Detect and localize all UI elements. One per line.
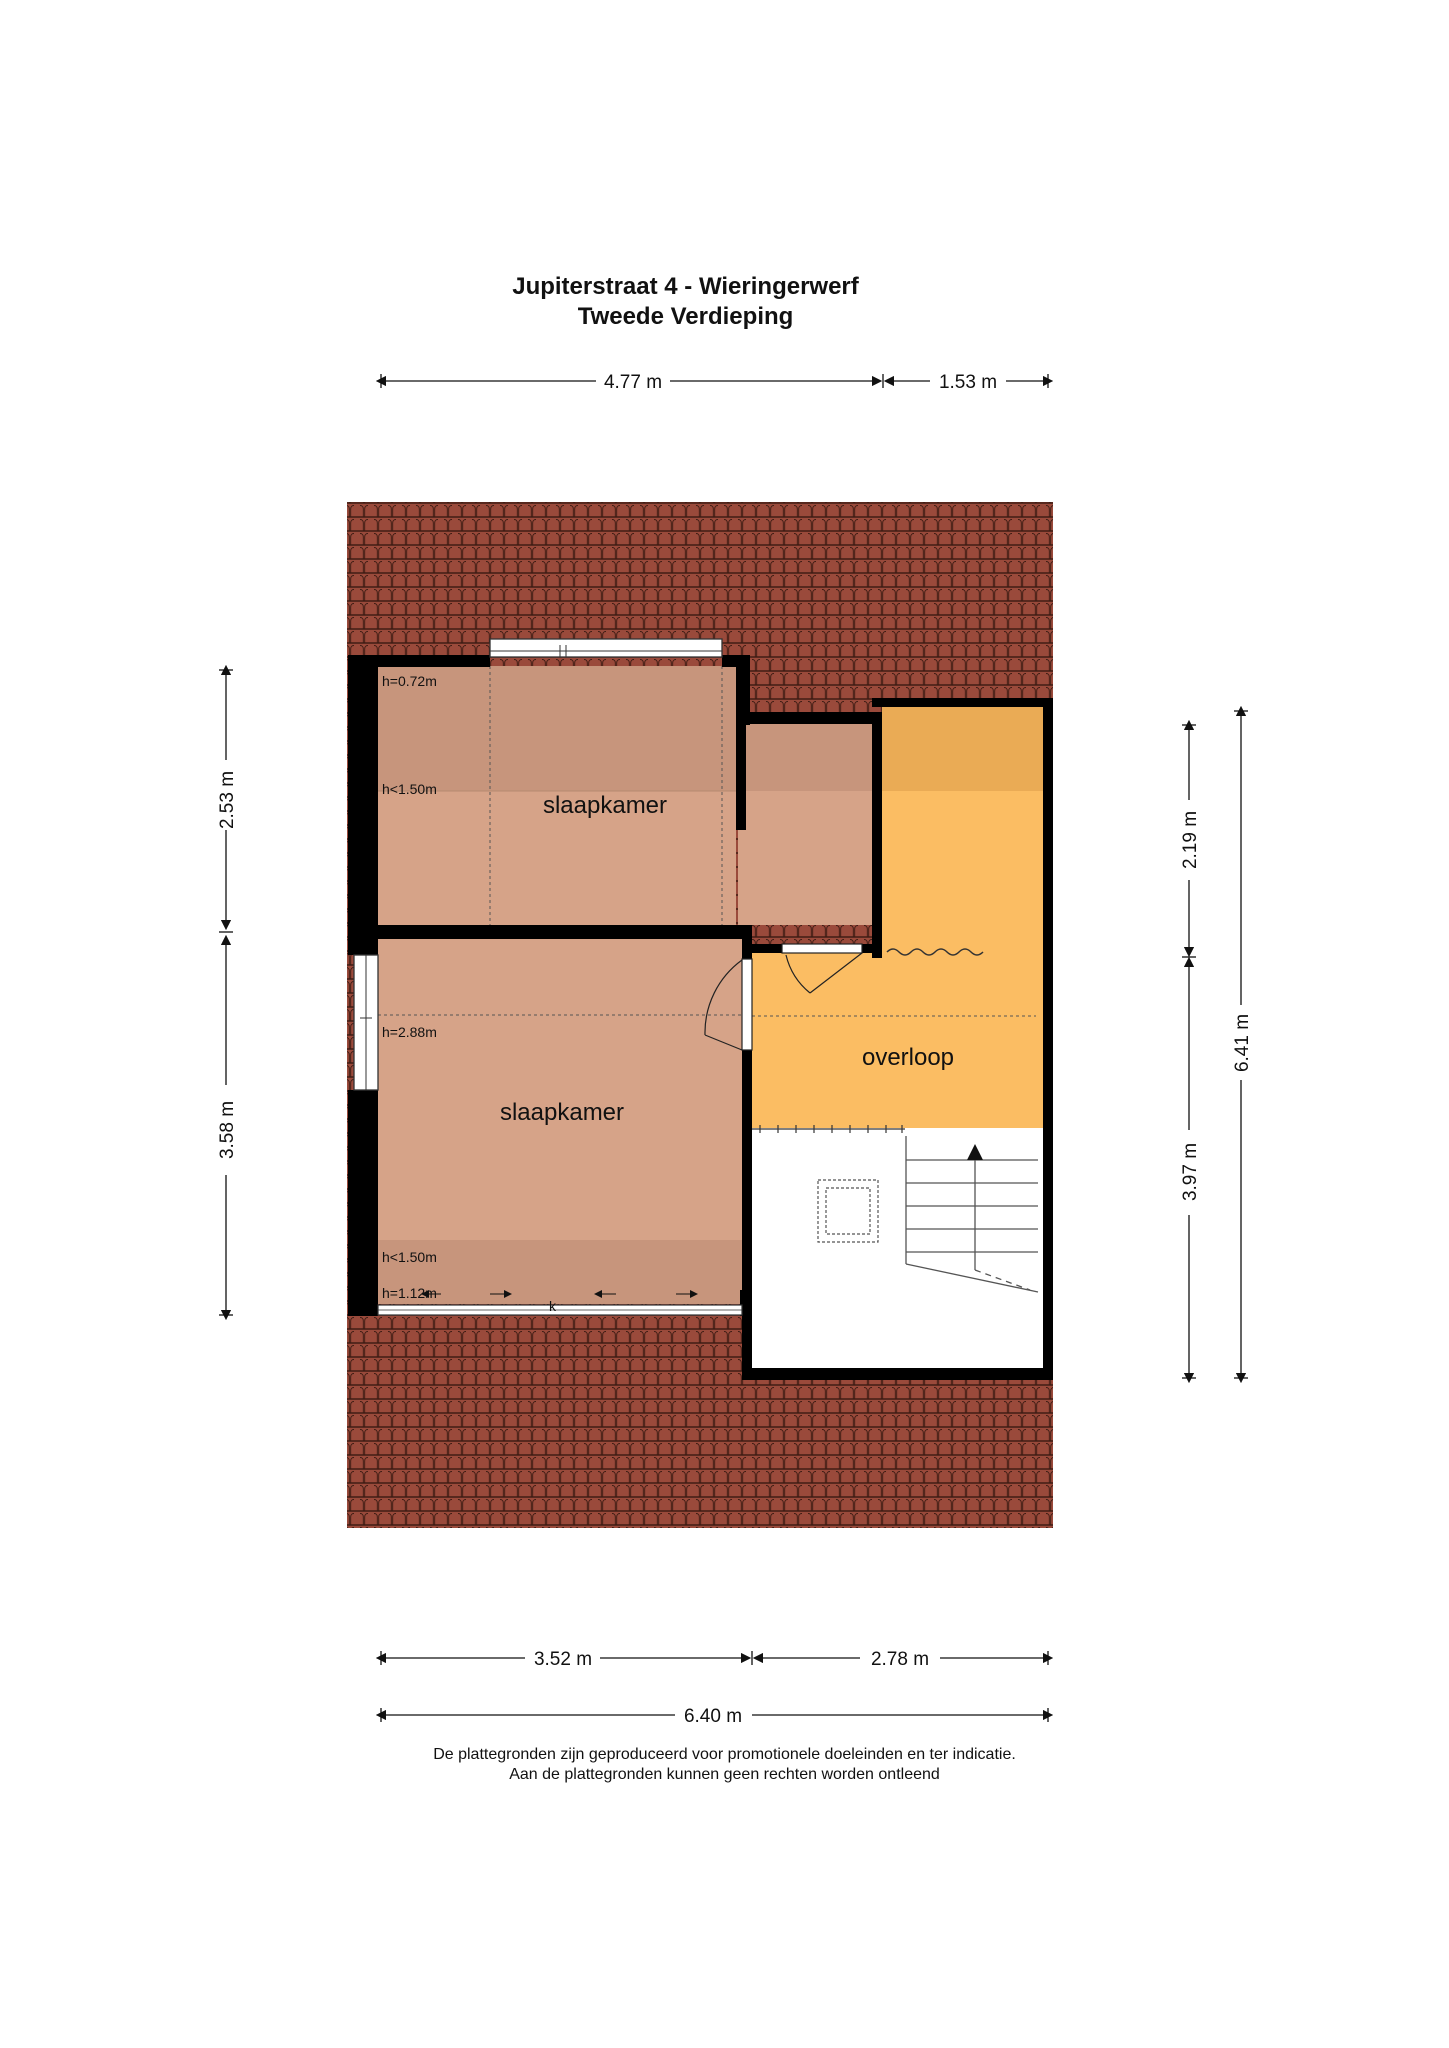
dim-label-right-lower: 3.97 m — [1180, 1142, 1201, 1202]
disclaimer-line-1: De plattegronden zijn geproduceerd voor promotionele doeleinden en ter indicatie. — [433, 1746, 1016, 1763]
landing-low-zone — [882, 703, 1046, 791]
dim-label-left-upper: 2.53 m — [217, 770, 238, 830]
height-label: h=1.12m — [382, 1285, 437, 1301]
dim-label-bottom-left: 3.52 m — [533, 1649, 593, 1670]
dimension-left — [219, 670, 233, 1315]
dim-label-top-left: 4.77 m — [603, 372, 663, 393]
room-label-upper-bedroom: slaapkamer — [542, 792, 668, 819]
height-label: h=2.88m — [382, 1024, 437, 1040]
height-label: h=0.72m — [382, 673, 437, 689]
marker-k: k — [549, 1298, 556, 1314]
height-label: h<1.50m — [382, 781, 437, 797]
disclaimer-line-2: Aan de plattegronden kunnen geen rechten worden ontleend — [509, 1766, 940, 1783]
dim-label-top-right: 1.53 m — [938, 372, 998, 393]
window-left — [354, 955, 378, 1090]
dim-label-left-lower: 3.58 m — [217, 1100, 238, 1160]
stair-area — [752, 1128, 1046, 1370]
room-label-lower-bedroom: slaapkamer — [499, 1099, 625, 1126]
plan-title: Jupiterstraat 4 - Wieringerwerf — [512, 273, 859, 300]
upper-bedroom-alcove-low — [738, 722, 872, 791]
dim-label-right-upper: 2.19 m — [1180, 810, 1201, 870]
height-label: h<1.50m — [382, 1249, 437, 1265]
window-top — [490, 639, 722, 657]
dim-label-right-total: 6.41 m — [1232, 1013, 1253, 1073]
dim-label-bottom-right: 2.78 m — [870, 1649, 930, 1670]
dim-label-bottom-total: 6.40 m — [683, 1706, 743, 1727]
landing-floor — [752, 953, 1046, 1128]
floor-title: Tweede Verdieping — [577, 303, 794, 330]
room-label-landing: overloop — [861, 1044, 955, 1071]
